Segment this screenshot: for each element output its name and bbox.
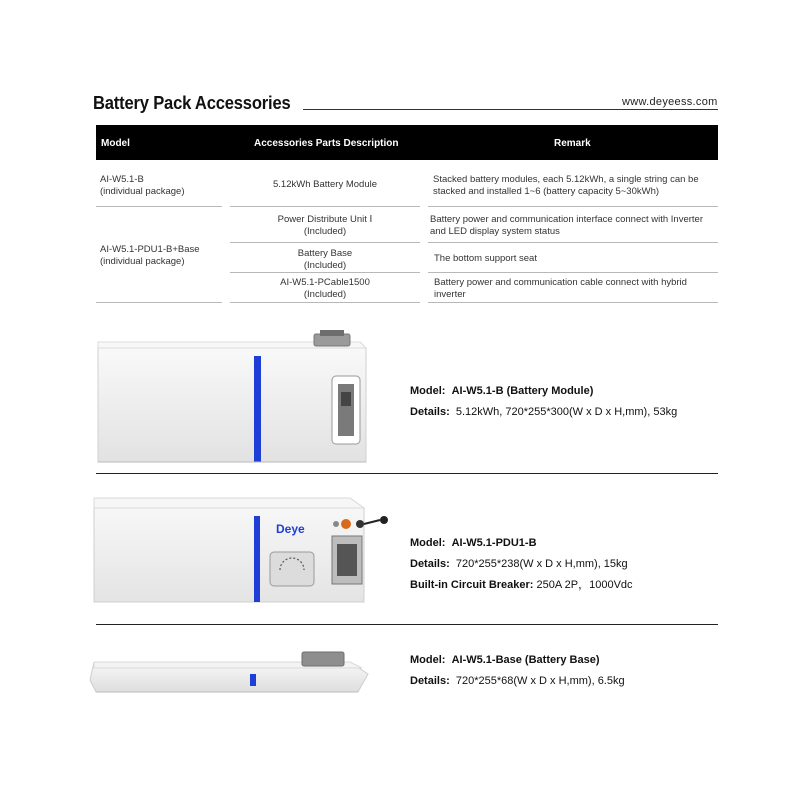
column-header-description: Accessories Parts Description	[254, 138, 399, 149]
deye-logo: Deye	[276, 522, 305, 536]
battery-base-image	[86, 644, 376, 704]
product-details: 720*255*68(W x D x H,mm), 6.5kg	[455, 675, 625, 687]
product-details: 720*255*238(W x D x H,mm), 15kg	[455, 558, 628, 570]
table-cell-remark: The bottom support seat	[434, 253, 537, 264]
row-divider	[230, 302, 420, 303]
blue-stripe	[254, 516, 260, 602]
model-code: AI-W5.1-PDU1-B+Base	[100, 244, 200, 255]
model-package: (individual package)	[100, 186, 185, 197]
blue-stripe	[250, 674, 256, 686]
row-divider	[428, 272, 718, 273]
row-divider	[428, 302, 718, 303]
model-code: AI-W5.1-B	[100, 174, 144, 185]
table-cell-remark: Stacked battery modules, each 5.12kWh, a single string can be stacked and installed 1~6 (battery capacity 5~30kWh)	[433, 174, 699, 197]
table-cell-description: AI-W5.1-PCable1500 (Included)	[280, 277, 370, 300]
section-divider	[96, 473, 718, 474]
row-divider	[230, 206, 420, 207]
product-details: 5.12kWh, 720*255*300(W x D x H,mm), 53kg	[455, 406, 678, 418]
product-info-base: Model: AI-W5.1-Base (Battery Base) Details: 720*255*68(W x D x H,mm), 6.5kg	[410, 654, 625, 687]
table-cell-description: Power Distribute Unit Ⅰ (Included)	[277, 214, 373, 237]
section-divider	[96, 624, 718, 625]
row-divider	[230, 272, 420, 273]
column-header-remark: Remark	[554, 138, 591, 149]
product-model: AI-W5.1-Base (Battery Base)	[451, 654, 600, 666]
table-header	[96, 125, 718, 160]
table-cell-description: 5.12kWh Battery Module	[272, 179, 378, 190]
website-link[interactable]: www.deyeess.com	[622, 96, 718, 108]
row-divider	[428, 242, 718, 243]
title-divider	[303, 109, 718, 110]
page-title: Battery Pack Accessories	[93, 93, 291, 113]
row-divider	[230, 242, 420, 243]
table-cell-description: Battery Base (Included)	[297, 248, 353, 271]
table-cell-remark: Battery power and communication interface connect with Inverter and LED display system status	[430, 214, 703, 237]
row-divider	[96, 206, 222, 207]
column-header-model: Model	[101, 138, 130, 149]
product-model: AI-W5.1-B (Battery Module)	[451, 385, 594, 397]
table-cell-model	[100, 244, 200, 268]
model-package: (individual package)	[100, 256, 185, 267]
product-info-battery-module: Model: AI-W5.1-B (Battery Module) Details: 5.12kWh, 720*255*300(W x D x H,mm), 53kg	[410, 385, 678, 418]
row-divider	[428, 206, 718, 207]
product-model: AI-W5.1-PDU1-B	[451, 537, 537, 549]
pdu-image	[88, 490, 398, 608]
battery-module-image	[92, 328, 382, 468]
row-divider	[96, 302, 222, 303]
product-info-pdu: Model: AI-W5.1-PDU1-B Details: 720*255*238(W x D x H,mm), 15kg Built-in Circuit Breaker: 250A 2P，1000Vdc	[410, 537, 633, 591]
table-cell-model	[100, 174, 185, 198]
product-breaker: 250A 2P，1000Vdc	[536, 579, 633, 591]
table-cell-remark: Battery power and communication cable connect with hybrid inverter	[434, 277, 687, 300]
blue-stripe	[254, 356, 261, 462]
